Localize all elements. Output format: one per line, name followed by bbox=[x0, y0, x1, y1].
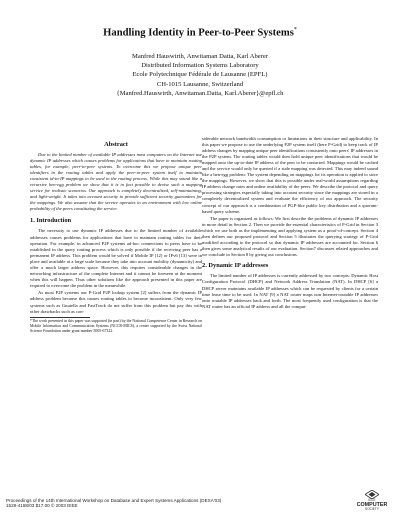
author-emails: {Manfred.Hauswirth, Anwitaman.Datta, Karl.Aberer}@epfl.ch bbox=[116, 89, 284, 97]
right-column bbox=[202, 136, 378, 311]
author-names: Manfred Hauswirth, Anwitaman Datta, Karl Aberer bbox=[131, 53, 269, 60]
author-block bbox=[0, 52, 400, 98]
abstract-text: Due to the limited number of available IP addresses most computers on the Internet use dynamic IP addresses which causes problems for applications that have to maintain routing tables, for example, peer-to-peer systems. To overcome this we propose unique peer identifiers in the routing tables and apply the peer-to-peer system itself to maintain consistent id-to-IP mappings to be used in the routing process. While this may sound like a recursive hen-egg problem we show that it is in fact possible to devise such a mapping service for realistic scenarios. Our approach is completely decentralized, self-maintaining, and light-weight. It takes into account security to provide sufficient security guarantees for the mappings. We also assume that the service operates in an environment with low online probability of the peers constituting the service. bbox=[30, 152, 202, 212]
section-1-paragraph: The necessity to use dynamic IP addresses due to the limited number of available addresses causes problems for applications that have to maintain routing tables for their operation. For example, in advanced P2P systems ad-hoc connections to peers have to be established in the query routing process which is only possible if the receiving peer has a permanent IP address. This problem would be solved if Mobile IP [12] or IPv6 [13] were in place and available at a large scale because they take into account mobility (dynamicity) and offer a much larger address space. However, this requires considerable changes in the networking infrastructure of the complete Internet and it cannot be foreseen at the moment when this will happen. Thus other solutions like the approach presented in this paper are required to overcome the problem in the meanwhile. bbox=[30, 228, 202, 288]
author-address: CH-1015 Lausanne, Switzerland bbox=[156, 80, 244, 88]
author-institution: Ecole Polytechnique Fédérale de Lausanne (EPFL) bbox=[132, 71, 268, 79]
abstract-heading: Abstract bbox=[104, 141, 128, 148]
logo-computer-text: COMPUTER bbox=[356, 501, 388, 508]
section-1-heading: 1. Introduction bbox=[30, 217, 72, 225]
intro-continued-paragraph: siderable network bandwidth consumption or limitations in their structure and applicability. In this paper we propose to use the underlying P2P system itself (here P-Grid) to keep track of IP address changes by mapping unique peer identifications consistently onto peers' IP addresses in the P2P system. The routing tables would then hold unique peer identifications that would be mapped onto the up-to-date IP address of the peer to be contacted. Mappings would be cached and the service would only be queried if a stale mapping was detected. This may indeed sound like a hen-egg problem: The system depending on mappings for its operation is applied to store the mappings. However, we show that this is possible under real-world assumptions regarding IP address change rates and online availability of the peers. We describe the protocol and query processing strategies especially taking into account security since the mappings are stored in a completely decentralized system and evaluate the efficiency of our approach. The security concept of our approach is a combination of PGP-like public key distribution and a quorum-based query scheme. bbox=[202, 136, 378, 214]
footer-proceedings: Proceedings of the 14th International Workshop on Database and Expert Systems Applications (DEXA'03) bbox=[6, 498, 222, 503]
footnote: *The work presented in this paper was supported (in part) by the National Competence Center in Research on Mobile Information and Communication Systems (NCCR-MICS), a center supported by the Swiss National Science Foundation under grant number 5005-67322. bbox=[30, 319, 202, 333]
author-lab: Distributed Information Systems Laboratory bbox=[141, 62, 259, 70]
section-1-paragraph: As most P2P systems our P-Grid P2P lookup system [2] suffers from the dynamic IP address problem because this causes routing tables to become inconsistent. Only very few systems such as Gnutella and FastTrack do not suffer from this problem but pay this with other drawbacks such as con- bbox=[30, 290, 202, 314]
ieee-computer-society-logo bbox=[350, 490, 394, 516]
logo-society-text: SOCIETY bbox=[365, 507, 379, 512]
page-footer bbox=[6, 498, 221, 509]
paper-title: Handling Identity in Peer-to-Peer Systems* bbox=[103, 27, 297, 39]
left-column bbox=[30, 138, 202, 334]
title-footnote-mark: * bbox=[293, 27, 297, 33]
footnote-rule bbox=[30, 317, 90, 318]
section-2-paragraph: The limited number of IP addresses is currently addressed by two concepts: Dynamic Host Configuration Protocol (DHCP) and Network Address Translation (NAT). In DHCP [6] a DHCP server maintains available IP addresses which can be requested by clients for a certain time lease time to be used. In NAT [9] a NAT router maps non Internet-routable IP addresses onto routable IP addresses back and forth. The most frequently used configuration is that the NAT router has an official IP address and all the comput- bbox=[202, 273, 378, 309]
section-2-heading: 2. Dynamic IP addresses bbox=[202, 262, 269, 270]
intro-outline-paragraph: The paper is organized as follows: We first describe the problems of dynamic IP addresses in more detail in Section 2. Then we provide the essential characteristics of P-Grid in Section 3 which we use both as the implementing and applying system as a proof-of-concept. Section 4 then defines our proposed protocol and Section 5 illustrates the querying strategy of P-Grid modified according to the protocol so that dynamic IP addresses are accounted for. Section 6 then gives some analytical results of our evaluation. Section7 discusses related approaches and we conclude in Section 8 by giving out conclusions. bbox=[202, 216, 378, 258]
footer-copyright: 1529-4188/03 $17.00 © 2003 IEEE bbox=[6, 503, 78, 509]
logo-ieee-text: IEEE bbox=[368, 498, 376, 502]
